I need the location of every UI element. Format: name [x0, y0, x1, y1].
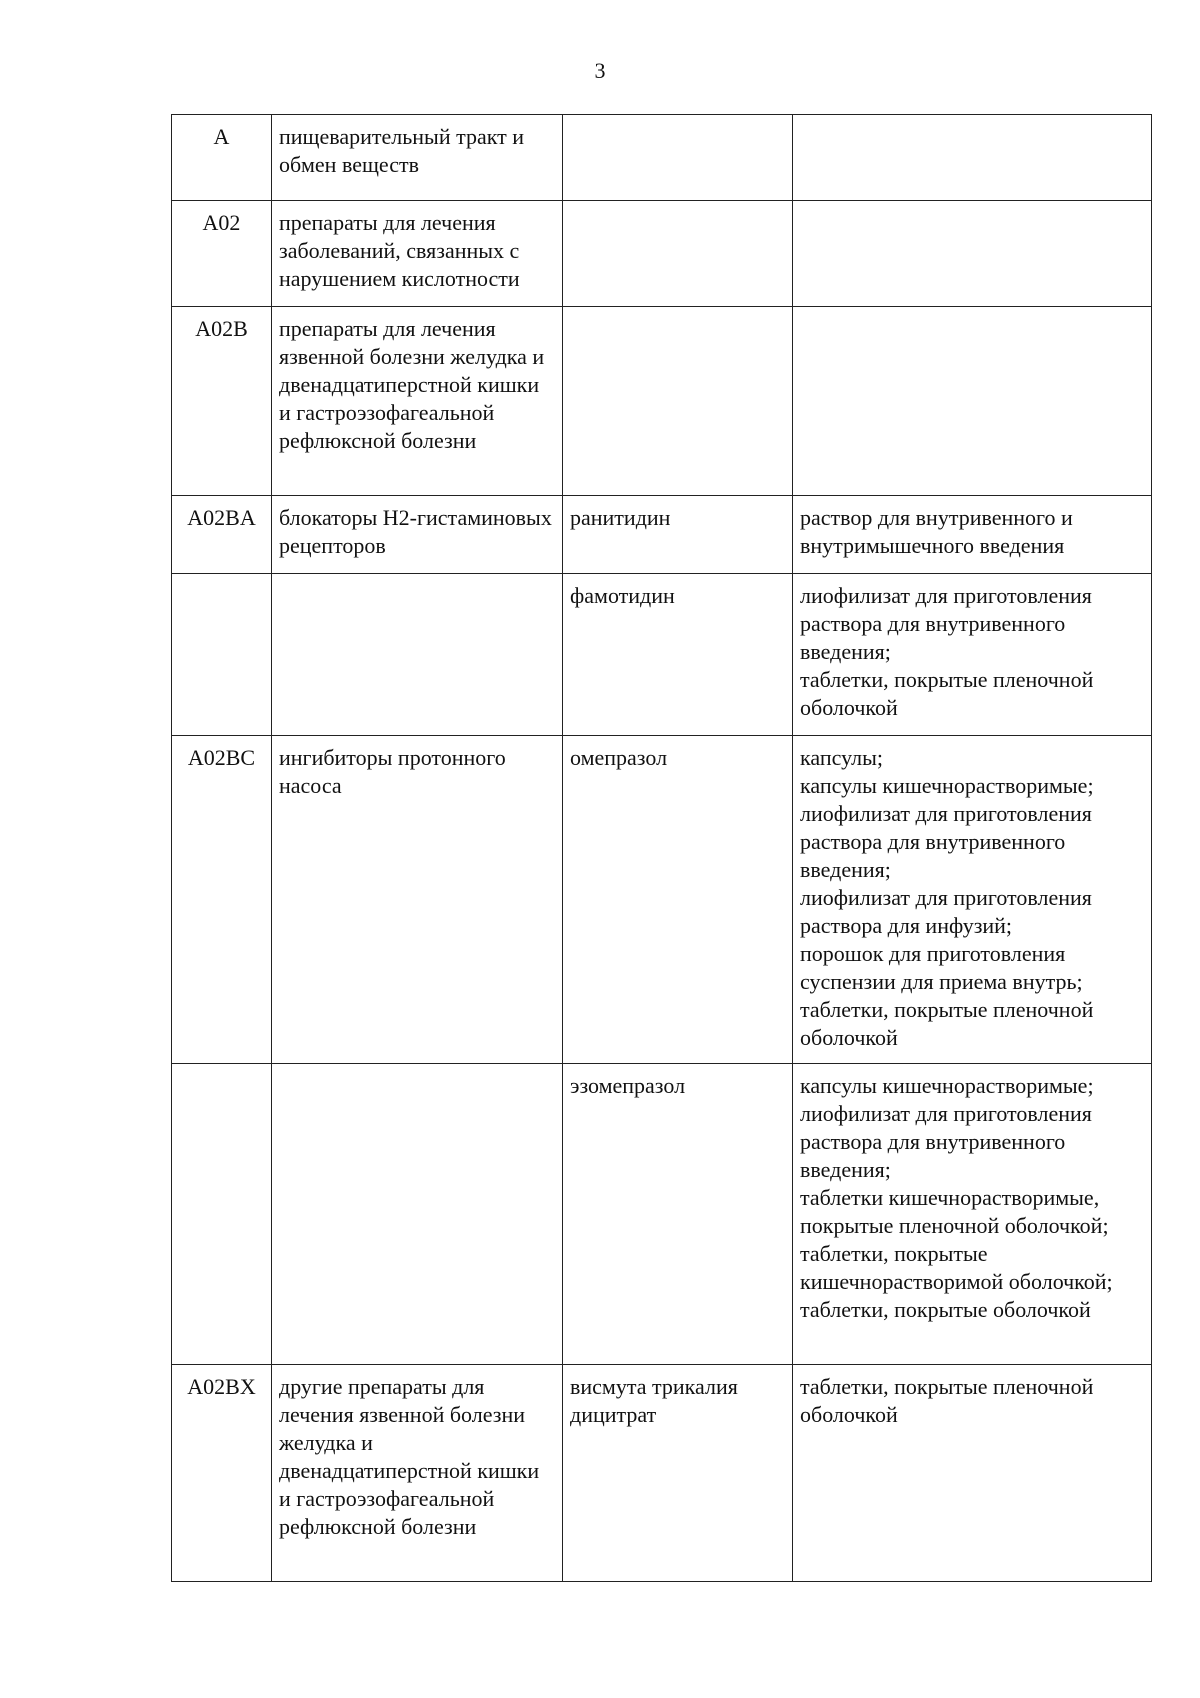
atc-code-cell: A [172, 115, 272, 201]
drug-name-cell [563, 115, 793, 201]
dosage-form: таблетки, покрытые пленочной оболочкой [800, 997, 1094, 1050]
dosage-form: лиофилизат для приготовления раствора для внутривенного введения; [800, 1101, 1092, 1182]
drug-classification-table [171, 114, 1152, 1582]
dosage-forms-cell [793, 496, 1152, 574]
dosage-form: капсулы кишечнорастворимые; [800, 1073, 1094, 1098]
atc-code-cell: A02 [172, 201, 272, 307]
description-cell: блокаторы H2-гистаминовых рецепторов [272, 496, 563, 574]
table-row [172, 201, 1152, 307]
table-row [172, 1064, 1152, 1365]
dosage-form: таблетки кишечнорастворимые, покрытые пленочной оболочкой; [800, 1185, 1109, 1238]
drug-name-cell: фамотидин [563, 574, 793, 736]
table-row [172, 307, 1152, 496]
atc-code-cell: A02BX [172, 1365, 272, 1582]
dosage-form: лиофилизат для приготовления раствора для внутривенного введения; [800, 801, 1092, 882]
table-row [172, 1365, 1152, 1582]
dosage-form: раствор для внутривенного и внутримышечного введения [800, 505, 1073, 558]
table-row [172, 115, 1152, 201]
dosage-form: таблетки, покрытые пленочной оболочкой [800, 667, 1094, 720]
dosage-form: таблетки, покрытые пленочной оболочкой [800, 1374, 1094, 1427]
description-cell: ингибиторы протонного насоса [272, 736, 563, 1064]
atc-code-cell [172, 574, 272, 736]
dosage-form: таблетки, покрытые кишечнорастворимой оболочкой; [800, 1241, 1113, 1294]
description-cell: другие препараты для лечения язвенной болезни желудка и двенадцатиперстной кишки и гастроэзофагеальной рефлюксной болезни [272, 1365, 563, 1582]
dosage-forms-cell [793, 307, 1152, 496]
dosage-form: порошок для приготовления суспензии для приема внутрь; [800, 941, 1083, 994]
dosage-form: лиофилизат для приготовления раствора для инфузий; [800, 885, 1092, 938]
drug-name-cell: ранитидин [563, 496, 793, 574]
dosage-forms-cell [793, 115, 1152, 201]
atc-code-cell [172, 1064, 272, 1365]
table-row [172, 574, 1152, 736]
dosage-form: лиофилизат для приготовления раствора для внутривенного введения; [800, 583, 1092, 664]
dosage-form: капсулы; [800, 745, 883, 770]
drug-name-cell [563, 307, 793, 496]
description-cell [272, 574, 563, 736]
drug-name-cell: эзомепразол [563, 1064, 793, 1365]
description-cell: препараты для лечения язвенной болезни желудка и двенадцатиперстной кишки и гастроэзофагеальной рефлюксной болезни [272, 307, 563, 496]
page-number: 3 [594, 58, 606, 83]
description-cell: препараты для лечения заболеваний, связанных с нарушением кислотности [272, 201, 563, 307]
dosage-form: капсулы кишечнорастворимые; [800, 773, 1094, 798]
table-row [172, 496, 1152, 574]
description-cell: пищеварительный тракт и обмен веществ [272, 115, 563, 201]
table-row [172, 736, 1152, 1064]
dosage-forms-cell [793, 201, 1152, 307]
dosage-forms-cell [793, 1365, 1152, 1582]
atc-code-cell: A02BC [172, 736, 272, 1064]
atc-code-cell: A02B [172, 307, 272, 496]
drug-name-cell [563, 201, 793, 307]
dosage-form: таблетки, покрытые оболочкой [800, 1297, 1091, 1322]
dosage-forms-cell [793, 736, 1152, 1064]
description-cell [272, 1064, 563, 1365]
dosage-forms-cell [793, 1064, 1152, 1365]
drug-name-cell: висмута трикалия дицитрат [563, 1365, 793, 1582]
atc-code-cell: A02BA [172, 496, 272, 574]
drug-name-cell: омепразол [563, 736, 793, 1064]
dosage-forms-cell [793, 574, 1152, 736]
